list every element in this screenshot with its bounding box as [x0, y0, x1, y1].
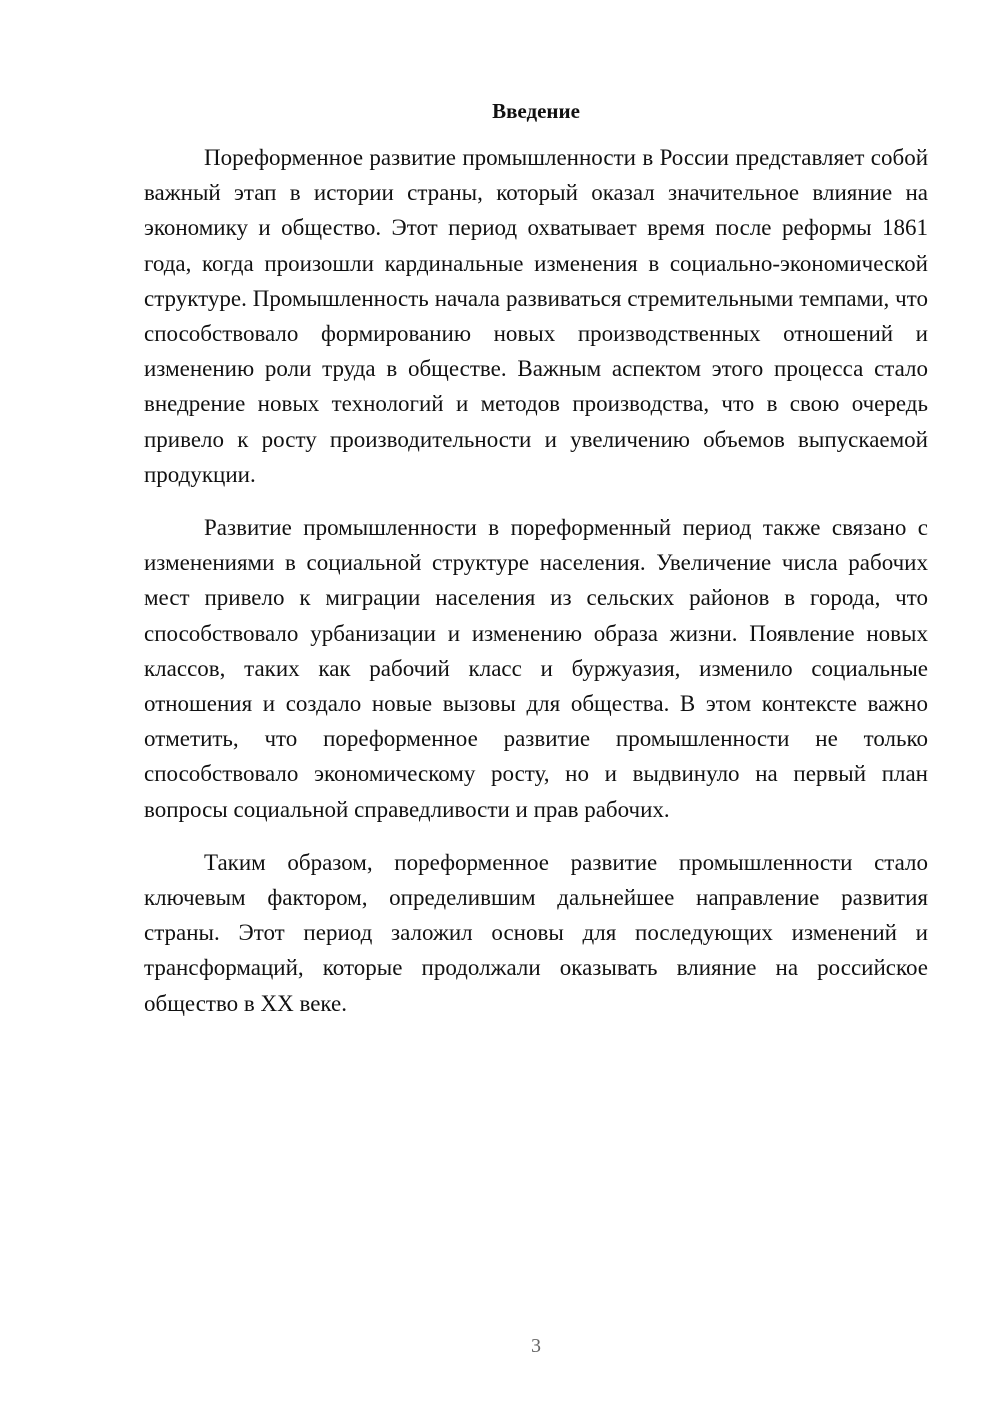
page-number: 3 [531, 1335, 541, 1357]
paragraph-3: Таким образом, пореформенное развитие промышленности стало ключевым фактором, определившим дальнейшее направление развития страны. Этот период заложил основы для последующих изменений и трансформаций, которые продолжали оказывать влияние на российское общество в XX веке. [144, 849, 928, 1016]
page-content [144, 96, 928, 1039]
section-title: Введение [492, 99, 580, 123]
paragraph-1: Пореформенное развитие промышленности в России представляет собой важный этап в истории страны, который оказал значительное влияние на экономику и общество. Этот период охватывает время после реформы 1861 года, когда произошли кардинальные изменения в социально-экономической структуре. Промышленность начала развиваться стремительными темпами, что способствовало формированию новых производственных отношений и изменению роли труда в обществе. Важным аспектом этого процесса стало внедрение новых технологий и методов производства, что в свою очередь привело к росту производительности и увеличению объемов выпускаемой продукции. [144, 145, 928, 487]
paragraph-2: Развитие промышленности в пореформенный период также связано с изменениями в социальной структуре населения. Увеличение числа рабочих мест привело к миграции населения из сельских районов в города, что способствовало урбанизации и изменению образа жизни. Появление новых классов, таких как рабочий класс и буржуазия, изменило социальные отношения и создало новые вызовы для общества. В этом контексте важно отметить, что пореформенное развитие промышленности не только способствовало экономическому росту, но и выдвинуло на первый план вопросы социальной справедливости и прав рабочих. [144, 515, 928, 822]
